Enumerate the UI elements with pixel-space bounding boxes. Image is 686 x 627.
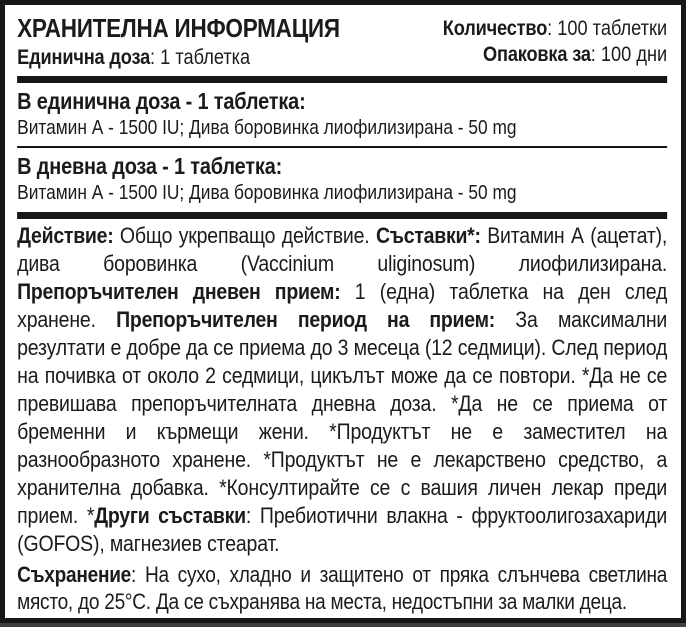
single-dose-section-title: В единична доза - 1 таблетка: — [17, 88, 306, 114]
separator-bar-top — [17, 76, 667, 83]
single-dose-section-content: Витамин А - 1500 IU; Дива боровинка лиофилизирана - 50 mg — [17, 117, 517, 139]
header-right — [443, 11, 667, 68]
quantity-label: Количество — [442, 17, 548, 40]
label-content — [5, 5, 681, 615]
single-dose-section — [17, 87, 667, 142]
label-header — [17, 11, 667, 71]
quantity-line — [443, 16, 667, 42]
quantity-value: : 100 таблетки — [547, 17, 668, 40]
photo-bottom-edge — [0, 623, 686, 627]
separator-bar-middle — [17, 212, 667, 219]
single-dose-line — [17, 45, 340, 71]
daily-dose-section-content: Витамин А - 1500 IU; Дива боровинка лиофилизирана - 50 mg — [17, 182, 517, 204]
separator-thin — [17, 146, 667, 148]
package-line — [443, 42, 667, 68]
header-left — [17, 11, 340, 71]
daily-dose-section-title: В дневна доза - 1 таблетка: — [17, 153, 283, 179]
package-label: Опаковка за — [483, 43, 591, 66]
supplement-info-paragraph: Действие: Общо укрепващо действие. Съставки*: Витамин А (ацетат), дива боровинка (Vaccinium uliginosum) лиофилизирана. Препоръчителен дневен прием: 1 (една) таблетка на ден след хранене. Препоръчителен период на прием: За максимални резултати е добре да се приема до 3 месеца (12 седмици). След период на почивка от около 2 седмици, цикълът може да се повтори. *Да не се превишава препоръчителната дневна доза. *Да не се приема от бременни и кърмещи жени. *Продуктът не е заместител на разнообразното хранене. *Продуктът не е лекарствено средство, а хранителна добавка. *Консултирайте се с вашия личен лекар преди прием. *Други съставки: Пребиотични влакна - фруктоолигозахариди (GOFOS), магнезиев стеарат. — [17, 223, 668, 556]
label-title: ХРАНИТЕЛНА ИНФОРМАЦИЯ — [17, 13, 340, 43]
single-dose-value: : 1 таблетка — [150, 46, 251, 69]
package-value: : 100 дни — [590, 43, 668, 66]
daily-dose-section — [17, 152, 667, 207]
single-dose-label: Единична доза — [17, 46, 151, 69]
storage-paragraph: Съхранение: На сухо, хладно и защитено от пряка слънчева светлина място, до 25°C. Да се съхранява на места, недостъпни за малки деца. — [17, 562, 668, 614]
